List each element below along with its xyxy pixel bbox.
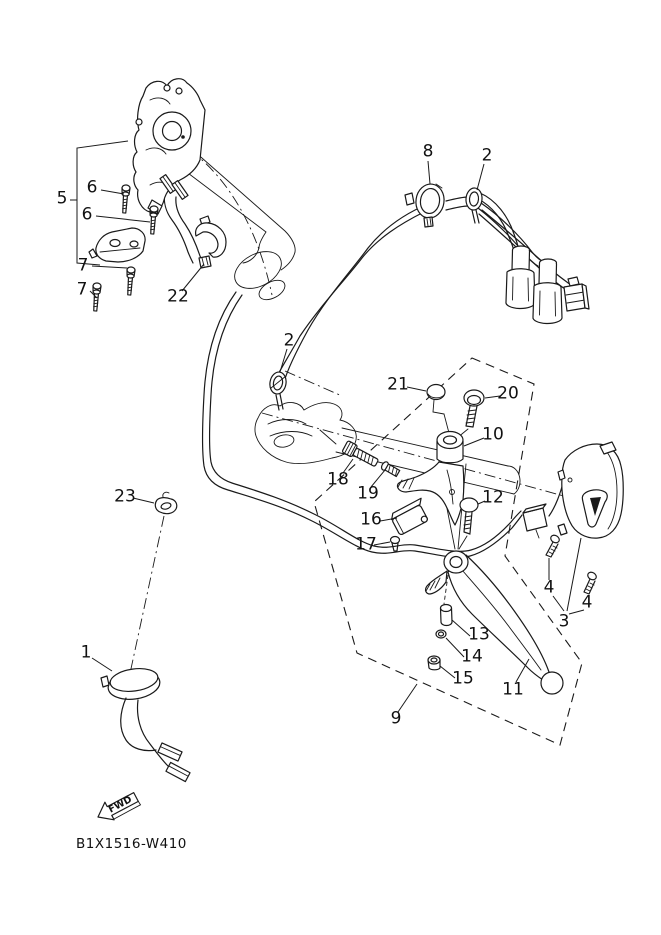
right-switch-housing-3 <box>558 442 623 538</box>
screw-17 <box>391 537 400 552</box>
callout-11: 11 <box>502 679 524 700</box>
grommet-2-upper <box>465 187 483 223</box>
callout-6: 6 <box>81 204 93 225</box>
cable-clamp-8 <box>405 182 446 227</box>
callout-17: 17 <box>355 534 377 555</box>
grommet-2-lower <box>268 371 288 410</box>
alignment-line-23-1 <box>129 516 164 678</box>
callout-10: 10 <box>482 424 504 445</box>
callout-13: 13 <box>468 624 490 645</box>
callout-9: 9 <box>390 708 402 729</box>
callout-15: 15 <box>452 668 474 689</box>
handlebar-clamp-ghost <box>255 403 356 464</box>
callout-3: 3 <box>558 611 570 632</box>
callout-18: 18 <box>327 469 349 490</box>
callout-22: 22 <box>167 286 189 307</box>
nut-15 <box>428 656 440 670</box>
bushing-13 <box>441 605 453 626</box>
handlebar-tube-left <box>176 150 295 304</box>
callout-20: 20 <box>497 383 519 404</box>
adjuster-19 <box>380 461 400 478</box>
screw-7a <box>125 267 135 295</box>
callout-23: 23 <box>114 486 136 507</box>
screw-12 <box>459 498 478 549</box>
screw-4b <box>584 571 598 594</box>
fwd-arrow-label: FWD <box>106 794 134 816</box>
callout-7: 7 <box>76 279 88 300</box>
callout-6: 6 <box>86 177 98 198</box>
bolt-18 <box>342 441 380 469</box>
left-switch-housing <box>133 79 205 214</box>
diagram-code: B1X1516-W410 <box>76 836 187 852</box>
callout-12: 12 <box>482 487 504 508</box>
callout-2: 2 <box>283 330 295 351</box>
callout-14: 14 <box>461 646 483 667</box>
screw-4a <box>546 534 561 557</box>
callout-21: 21 <box>387 374 409 395</box>
callout-4: 4 <box>581 592 593 613</box>
switch-16 <box>389 498 432 535</box>
connector-cap-1 <box>506 246 535 309</box>
handlebar-clamp-22 <box>196 216 226 268</box>
callout-2: 2 <box>481 145 493 166</box>
clip-23 <box>155 492 176 513</box>
oring-14 <box>436 630 446 638</box>
throttle-cable-arc <box>275 197 468 382</box>
screw-20 <box>457 390 484 438</box>
callout-8: 8 <box>422 141 434 162</box>
switch-bracket-piece <box>89 228 145 262</box>
screw-6b <box>148 206 158 234</box>
callout-5: 5 <box>56 188 68 209</box>
callout-7: 7 <box>77 255 89 276</box>
callout-1: 1 <box>80 642 92 663</box>
callout-4: 4 <box>543 577 555 598</box>
connector-cap-2 <box>533 259 562 324</box>
callout-19: 19 <box>357 483 379 504</box>
fwd-arrow-icon <box>98 793 141 820</box>
cap-21 <box>427 385 449 434</box>
callout-16: 16 <box>360 509 382 530</box>
band-1 <box>101 666 190 782</box>
screw-6a <box>120 185 130 213</box>
